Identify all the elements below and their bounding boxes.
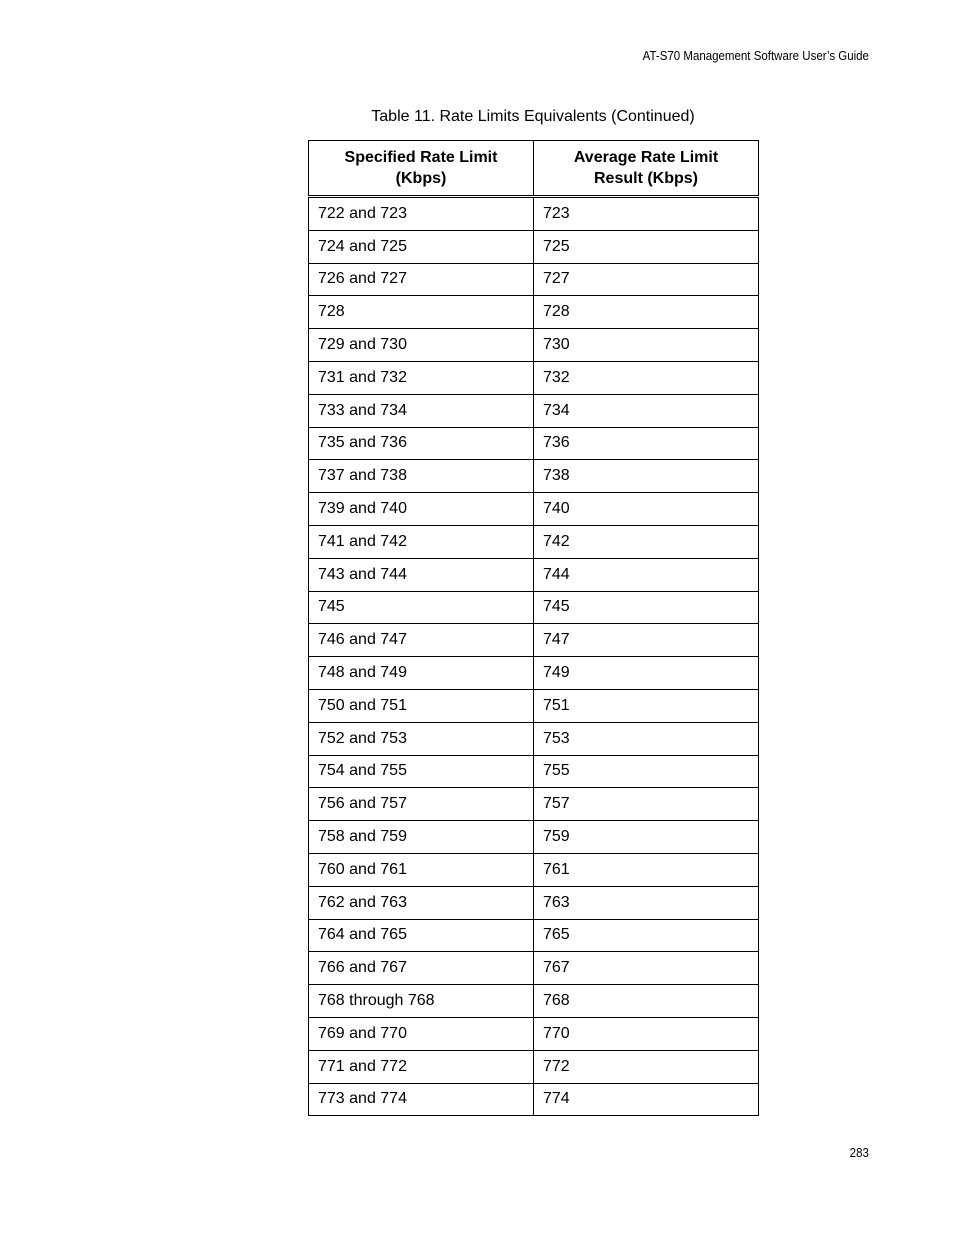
average-rate-cell: 742 [534, 525, 759, 558]
table-row [309, 1050, 759, 1083]
average-rate-cell: 727 [534, 263, 759, 296]
specified-rate-cell: 766 and 767 [309, 952, 534, 985]
table-row [309, 624, 759, 657]
table-row [309, 1083, 759, 1116]
table-row [309, 394, 759, 427]
table-row [309, 230, 759, 263]
average-rate-cell: 749 [534, 657, 759, 690]
table-row [309, 788, 759, 821]
specified-rate-cell: 745 [309, 591, 534, 624]
table-caption: Table 11. Rate Limits Equivalents (Continued) [371, 108, 695, 125]
specified-rate-cell: 739 and 740 [309, 493, 534, 526]
specified-rate-cell: 769 and 770 [309, 1017, 534, 1050]
specified-rate-cell: 728 [309, 296, 534, 329]
average-rate-cell: 765 [534, 919, 759, 952]
table-row [309, 427, 759, 460]
average-rate-cell: 757 [534, 788, 759, 821]
specified-rate-cell: 746 and 747 [309, 624, 534, 657]
average-rate-cell: 728 [534, 296, 759, 329]
specified-rate-cell: 729 and 730 [309, 329, 534, 362]
table-row [309, 525, 759, 558]
specified-rate-cell: 726 and 727 [309, 263, 534, 296]
table-row [309, 919, 759, 952]
average-rate-cell: 763 [534, 886, 759, 919]
average-rate-cell: 772 [534, 1050, 759, 1083]
table-row [309, 1017, 759, 1050]
table-row [309, 460, 759, 493]
average-rate-cell: 751 [534, 689, 759, 722]
specified-rate-cell: 735 and 736 [309, 427, 534, 460]
column-header-average-rate-line1: Average Rate Limit [573, 149, 719, 166]
table-row [309, 493, 759, 526]
table-row [309, 558, 759, 591]
specified-rate-cell: 773 and 774 [309, 1083, 534, 1116]
table-row [309, 591, 759, 624]
page-number: 283 [849, 1146, 869, 1160]
table-row [309, 657, 759, 690]
average-rate-cell: 738 [534, 460, 759, 493]
average-rate-cell: 774 [534, 1083, 759, 1116]
column-header-average-rate [534, 141, 759, 197]
average-rate-cell: 740 [534, 493, 759, 526]
average-rate-cell: 730 [534, 329, 759, 362]
average-rate-cell: 761 [534, 853, 759, 886]
average-rate-cell: 767 [534, 952, 759, 985]
table-row [309, 985, 759, 1018]
specified-rate-cell: 737 and 738 [309, 460, 534, 493]
table-header-row [309, 141, 759, 197]
specified-rate-cell: 764 and 765 [309, 919, 534, 952]
table-row [309, 722, 759, 755]
specified-rate-cell: 731 and 732 [309, 361, 534, 394]
table-row [309, 952, 759, 985]
running-header-title: AT-S70 Management Software User’s Guide [642, 49, 869, 63]
average-rate-cell: 747 [534, 624, 759, 657]
specified-rate-cell: 741 and 742 [309, 525, 534, 558]
table-row [309, 853, 759, 886]
rate-limits-table [308, 140, 759, 1116]
specified-rate-cell: 733 and 734 [309, 394, 534, 427]
specified-rate-cell: 750 and 751 [309, 689, 534, 722]
specified-rate-cell: 758 and 759 [309, 821, 534, 854]
table-row [309, 329, 759, 362]
average-rate-cell: 759 [534, 821, 759, 854]
specified-rate-cell: 768 through 768 [309, 985, 534, 1018]
average-rate-cell: 768 [534, 985, 759, 1018]
table-row [309, 689, 759, 722]
average-rate-cell: 734 [534, 394, 759, 427]
column-header-specified-rate-line1: Specified Rate Limit [344, 149, 498, 166]
average-rate-cell: 755 [534, 755, 759, 788]
specified-rate-cell: 771 and 772 [309, 1050, 534, 1083]
table-row [309, 886, 759, 919]
table-row [309, 197, 759, 231]
table-row [309, 821, 759, 854]
average-rate-cell: 736 [534, 427, 759, 460]
table-row [309, 296, 759, 329]
specified-rate-cell: 748 and 749 [309, 657, 534, 690]
column-header-average-rate-line2: Result (Kbps) [594, 170, 698, 187]
column-header-specified-rate [309, 141, 534, 197]
column-header-specified-rate-line2: (Kbps) [395, 170, 447, 187]
average-rate-cell: 745 [534, 591, 759, 624]
average-rate-cell: 744 [534, 558, 759, 591]
specified-rate-cell: 756 and 757 [309, 788, 534, 821]
table-body [309, 197, 759, 1116]
specified-rate-cell: 754 and 755 [309, 755, 534, 788]
specified-rate-cell: 760 and 761 [309, 853, 534, 886]
specified-rate-cell: 762 and 763 [309, 886, 534, 919]
table-row [309, 755, 759, 788]
average-rate-cell: 753 [534, 722, 759, 755]
specified-rate-cell: 743 and 744 [309, 558, 534, 591]
average-rate-cell: 723 [534, 197, 759, 231]
average-rate-cell: 732 [534, 361, 759, 394]
average-rate-cell: 725 [534, 230, 759, 263]
table-row [309, 361, 759, 394]
table-header [309, 141, 759, 197]
specified-rate-cell: 724 and 725 [309, 230, 534, 263]
specified-rate-cell: 722 and 723 [309, 197, 534, 231]
average-rate-cell: 770 [534, 1017, 759, 1050]
table-row [309, 263, 759, 296]
specified-rate-cell: 752 and 753 [309, 722, 534, 755]
